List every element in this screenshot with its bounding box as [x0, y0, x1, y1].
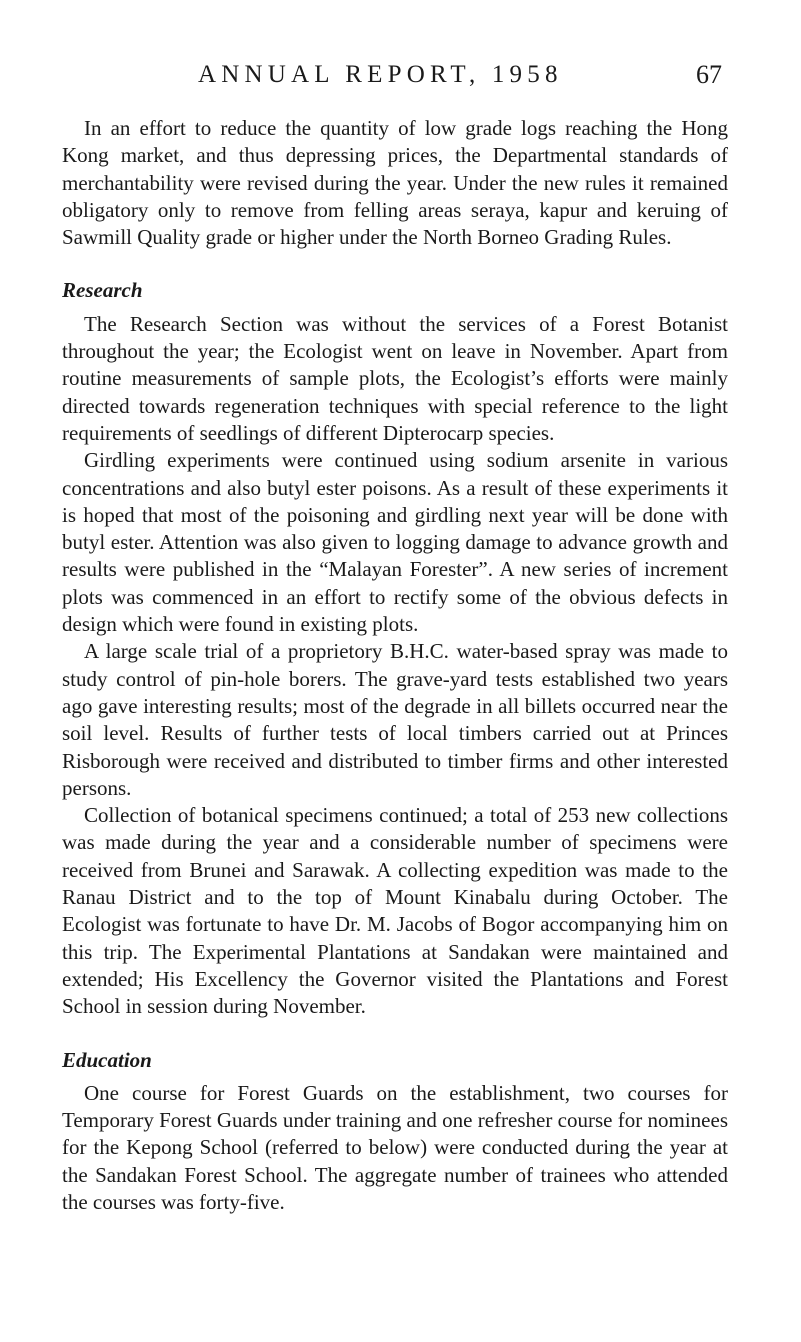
- research-paragraph-1: The Research Section was without the services of a Forest Botanist throughout the year; the Ecologist went on leave in November. Apart from routine measurements of sample plots, the Ecologist’s efforts were mainly directed towards regeneration techniques with special reference to the light requirements of seedlings of different Dipterocarp species.: [62, 311, 728, 445]
- section-heading-education: Education: [62, 1047, 152, 1072]
- section-heading-research: Research: [62, 278, 143, 303]
- education-paragraph-1: One course for Forest Guards on the establishment, two courses for Temporary Forest Guards under training and one refresher course for nominees for the Kepong School (referred to below) were conducted during the year at the Sandakan Forest School. The aggregate number of trainees who attended the courses was forty-five.: [62, 1080, 728, 1214]
- research-paragraph-2: Girdling experiments were continued using sodium arsenite in various concentrations and also butyl ester poisons. As a result of these experiments it is hoped that most of the poisoning and girdling next year will be done with butyl ester. Attention was also given to logging damage to advance growth and results were published in the “Malayan Forester”. A new series of increment plots was commenced in an effort to rectify some of the obvious defects in design which were found in existing plots.: [62, 448, 728, 637]
- body-text: [62, 115, 728, 1216]
- intro-paragraph: In an effort to reduce the quantity of low grade logs reaching the Hong Kong market, and thus depressing prices, the Departmental standards of merchantability were revised during the year. Under the new rules it remained obligatory only to remove from felling areas seraya, kapur and keruing of Sawmill Quality grade or higher under the North Borneo Grading Rules.: [62, 116, 728, 250]
- page-number: 67: [696, 60, 722, 89]
- header-title: ANNUAL REPORT, 1958: [198, 61, 563, 88]
- spacer: [62, 1021, 728, 1047]
- research-paragraph-3: A large scale trial of a proprietory B.H.C. water-based spray was made to study control of pin-hole borers. The grave-yard tests established two years ago gave interesting results; most of the degrade in all billets occurred near the soil level. Results of further tests of local timbers carried out at Princes Risborough were received and distributed to timber firms and other interested persons.: [62, 639, 728, 800]
- running-header: [0, 60, 801, 100]
- spacer: [62, 251, 728, 277]
- research-paragraph-4: Collection of botanical specimens continued; a total of 253 new collections was made during the year and a considerable number of specimens were received from Brunei and Sarawak. A collecting expedition was made to the Ranau District and to the top of Mount Kinabalu during October. The Ecologist was fortunate to have Dr. M. Jacobs of Bogor accompanying him on this trip. The Experimental Plantations at Sandakan were maintained and extended; His Excellency the Governor visited the Plantations and Forest School in session during November.: [62, 803, 728, 1019]
